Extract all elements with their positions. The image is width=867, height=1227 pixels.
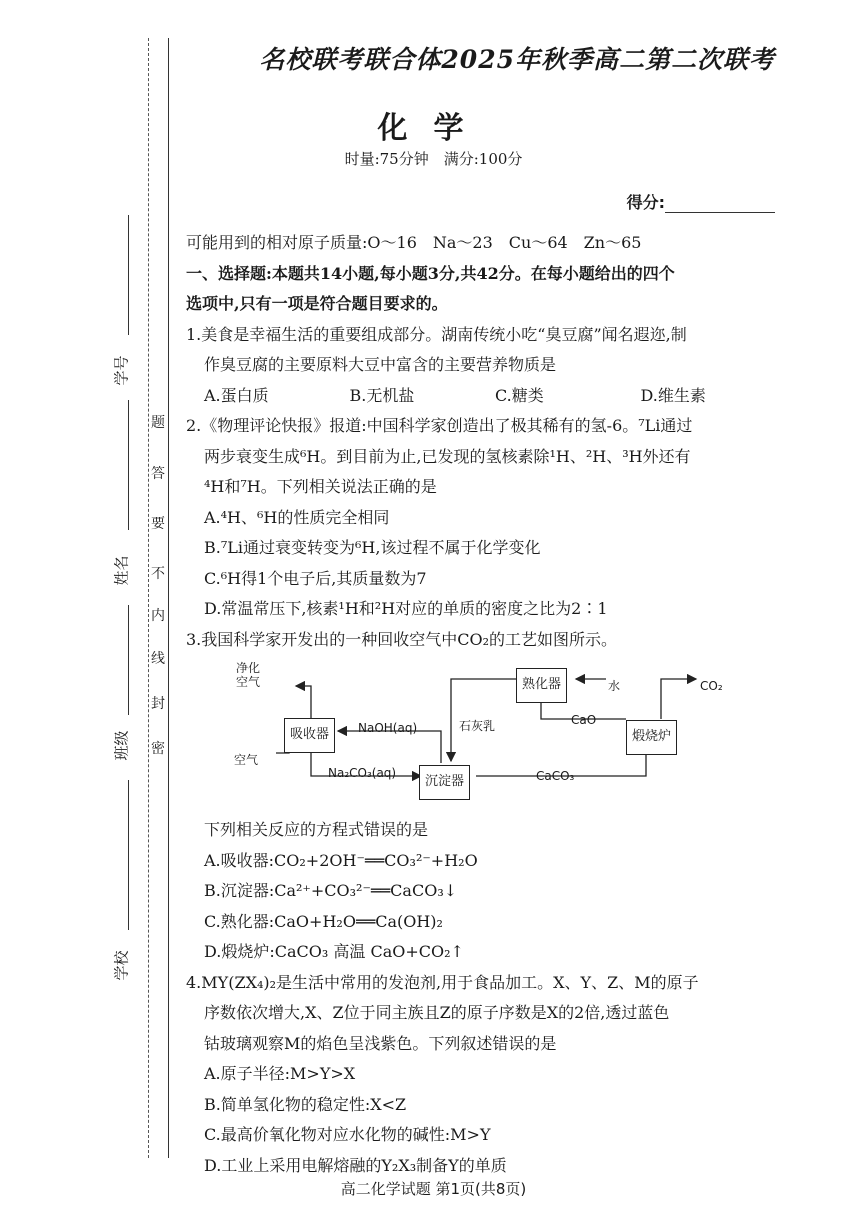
school-label: 学校 [112,950,131,981]
option: B.沉淀器:Ca²⁺+CO₃²⁻══CaCO₃↓ [204,881,458,900]
calciner-box: 煅烧炉 [626,720,677,755]
q1-options [186,381,786,412]
precipitator-box: 沉淀器 [419,765,470,800]
q1-stem: 1.美食是幸福生活的重要组成部分。湖南传统小吃“臭豆腐”闻名遐迩,制 [186,324,687,344]
option: D.维生素 [640,385,706,405]
q3-question: 下列相关反应的方程式错误的是 [204,820,429,839]
option: C.⁶H得1个电子后,其质量数为7 [204,568,427,588]
seal-char: 内 [151,608,165,624]
q1-stem-cont: 作臭豆腐的主要原料大豆中富含的主要营养物质是 [204,355,557,374]
q4-stem-cont: 序数依次增大,X、Z位于同主族且Z的原子序数是X的2倍,透过蓝色 [204,1003,670,1022]
option: C.最高价氧化物对应水化物的碱性:M>Y [204,1125,491,1144]
atomic-masses: 可能用到的相对原子质量:O～16 Na～23 Cu～64 Zn～65 [186,233,642,252]
seal-char: 线 [151,651,165,667]
option: D.煅烧炉:CaCO₃ 高温 CaO+CO₂↑ [204,942,464,961]
q2-stem: 2.《物理评论快报》报道:中国科学家创造出了极其稀有的氢-6。⁷Li通过 [186,416,693,435]
na2co3-label: Na₂CO₃(aq) [328,766,397,780]
option: D.常温常压下,核素¹H和²H对应的单质的密度之比为2∶1 [204,599,608,618]
q2-stem-cont: 两步衰变生成⁶H。到目前为止,已发现的氢核素除¹H、²H、³H外还有 [204,446,691,466]
option: A.原子半径:M>Y>X [204,1064,356,1083]
seal-char: 要 [151,516,165,532]
q4-stem: 4.MY(ZX₄)₂是生活中常用的发泡剂,用于食品加工。X、Y、Z、M的原子 [186,972,699,992]
student-name-label: 姓名 [112,555,131,586]
score-blank [665,196,775,213]
option: D.工业上采用电解熔融的Y₂X₃制备Y的单质 [204,1155,507,1175]
class-label: 班级 [112,730,131,761]
air-label: 空气 [234,753,259,767]
q4-stem-cont: 钴玻璃观察M的焰色呈浅紫色。下列叙述错误的是 [204,1033,557,1053]
water-label: 水 [608,679,621,693]
page-footer: 高二化学试题 第1页(共8页) [340,1180,527,1198]
seal-char: 题 [151,415,165,431]
class-line [128,605,129,715]
section-heading-cont: 选项中,只有一项是符合题目要求的。 [186,294,448,313]
seal-char: 不 [151,566,165,582]
student-id-line [128,215,129,335]
cao-label: CaO [571,713,597,727]
student-name-line [128,400,129,530]
option: C.熟化器:CaO+H₂O══Ca(OH)₂ [204,911,443,931]
co2-label: CO₂ [700,679,723,693]
exam-title: 名校联考联合体2025年秋季高二第二次联考 [259,45,775,74]
option: B.⁷Li通过衰变转变为⁶H,该过程不属于化学变化 [204,538,541,557]
option: C.糖类 [495,385,544,405]
naoh-label: NaOH(aq) [358,721,418,735]
score-label: 得分: [626,193,665,212]
option: A.吸收器:CO₂+2OH⁻══CO₃²⁻+H₂O [204,850,478,870]
seal-char: 密 [151,741,165,757]
seal-solid-line [168,38,169,1158]
section-heading: 一、选择题:本题共14小题,每小题3分,共42分。在每小题给出的四个 [186,263,675,283]
option: A.蛋白质 [204,385,269,405]
subject-title: 化学 [377,111,490,146]
lime-milk-label: 石灰乳 [459,719,496,733]
absorber-box: 吸收器 [284,718,335,753]
student-id-label: 学号 [112,355,131,386]
time-info: 时量:75分钟 满分:100分 [344,150,523,168]
seal-dashed-line [148,38,149,1158]
option: B.无机盐 [349,385,415,405]
seal-char: 答 [151,466,165,482]
caco3-label: CaCO₃ [536,769,575,783]
slaker-box: 熟化器 [516,668,567,703]
q3-stem: 3.我国科学家开发出的一种回收空气中CO₂的工艺如图所示。 [186,629,618,649]
clean-air-label: 净化 空气 [236,661,261,689]
score-row [627,190,775,213]
option: A.⁴H、⁶H的性质完全相同 [204,507,390,527]
option: B.简单氢化物的稳定性:X<Z [204,1094,407,1114]
seal-char: 封 [151,696,165,712]
school-line [128,780,129,930]
process-diagram [226,661,746,811]
q2-stem-cont: ⁴H和⁷H。下列相关说法正确的是 [204,477,437,496]
question-content [186,228,786,1181]
